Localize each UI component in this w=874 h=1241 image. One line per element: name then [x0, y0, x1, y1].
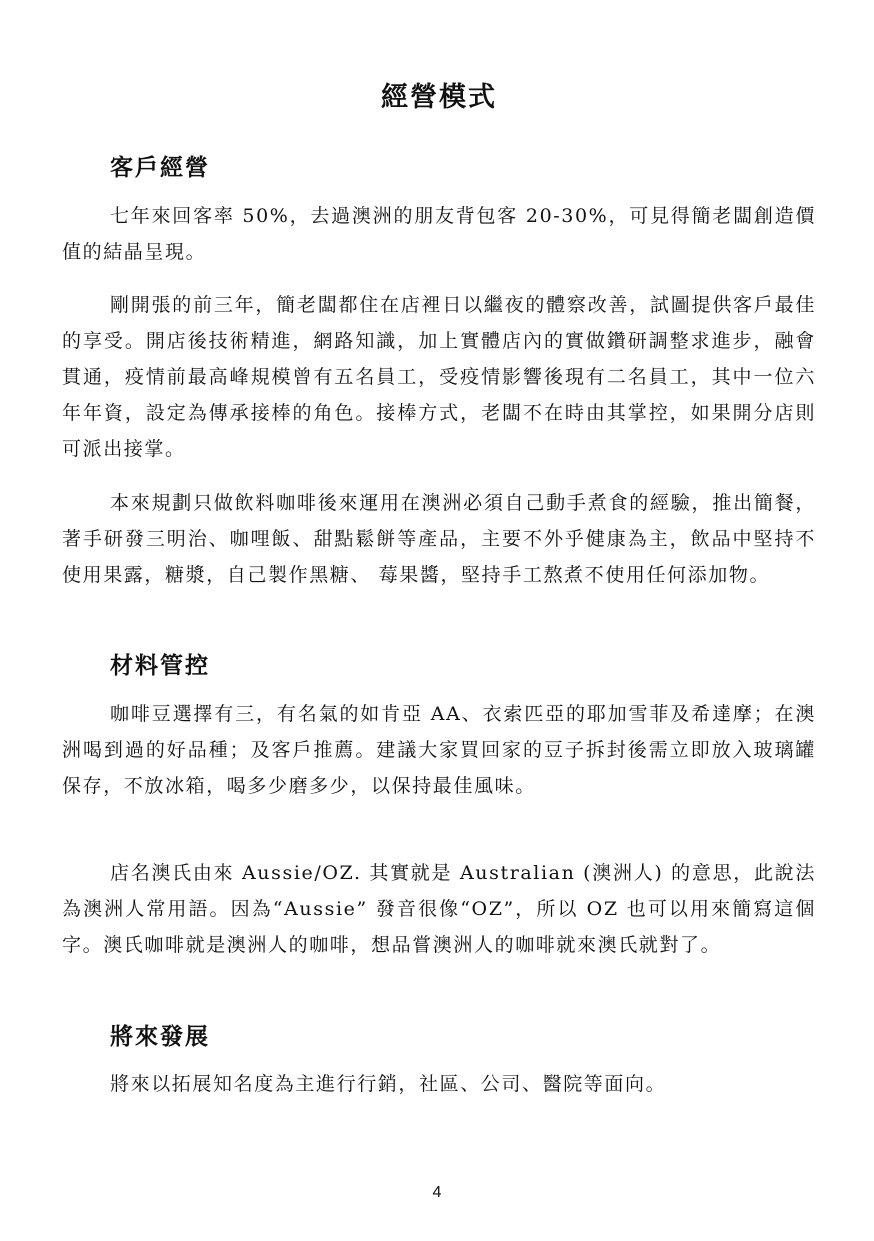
page-number: 4 — [432, 1184, 442, 1201]
paragraph-return-rate: 七年來回客率 50%，去過澳洲的朋友背包客 20-30%，可見得簡老闆創造價值的結晶呈現。 — [62, 205, 816, 263]
paragraph-coffee-beans: 咖啡豆選擇有三，有名氣的如肯亞 AA、衣索匹亞的耶加雪菲及希達摩；在澳洲喝到過的好品種；及客戶推薦。建議大家買回家的豆子拆封後需立即放入玻璃罐保存，不放冰箱，喝多少磨多少，以保持最佳風味。 — [62, 703, 816, 797]
paragraph-future-plan: 將來以拓展知名度為主進行行銷，社區、公司、醫院等面向。 — [110, 1073, 667, 1095]
page-title: 經營模式 — [381, 82, 497, 113]
paragraph-store-name: 店名澳氏由來 Aussie/OZ. 其實就是 Australian (澳洲人) 的意思，此說法為澳洲人常用語。因為“Aussie” 發音很像“OZ”，所以 OZ 也可以用來簡寫這個字。澳氏咖啡就是澳洲人的咖啡，想品嘗澳洲人的咖啡就來澳氏就對了。 — [62, 862, 816, 956]
paragraph-menu-planning: 本來規劃只做飲料咖啡後來運用在澳洲必須自己動手煮食的經驗，推出簡餐，著手研發三明治、咖哩飯、甜點鬆餅等產品，主要不外乎健康為主，飲品中堅持不使用果露，糖漿，自己製作黑糖、 莓果醬，堅持手工熬煮不使用任何添加物。 — [62, 492, 816, 586]
section-heading-customer-management: 客戶經營 — [110, 154, 210, 181]
section-heading-material-control: 材料管控 — [110, 652, 210, 679]
paragraph-early-years: 剛開張的前三年，簡老闆都住在店裡日以繼夜的體察改善，試圖提供客戶最佳的享受。開店後技術精進，網路知識，加上實體店內的實做鑽研調整求進步，融會貫通，疫情前最高峰規模曾有五名員工，受疫情影響後現有二名員工，其中一位六年年資，設定為傳承接棒的角色。接棒方式，老闆不在時由其掌控，如果開分店則可派出接掌。 — [62, 294, 816, 460]
section-heading-future-development: 將來發展 — [110, 1023, 210, 1050]
